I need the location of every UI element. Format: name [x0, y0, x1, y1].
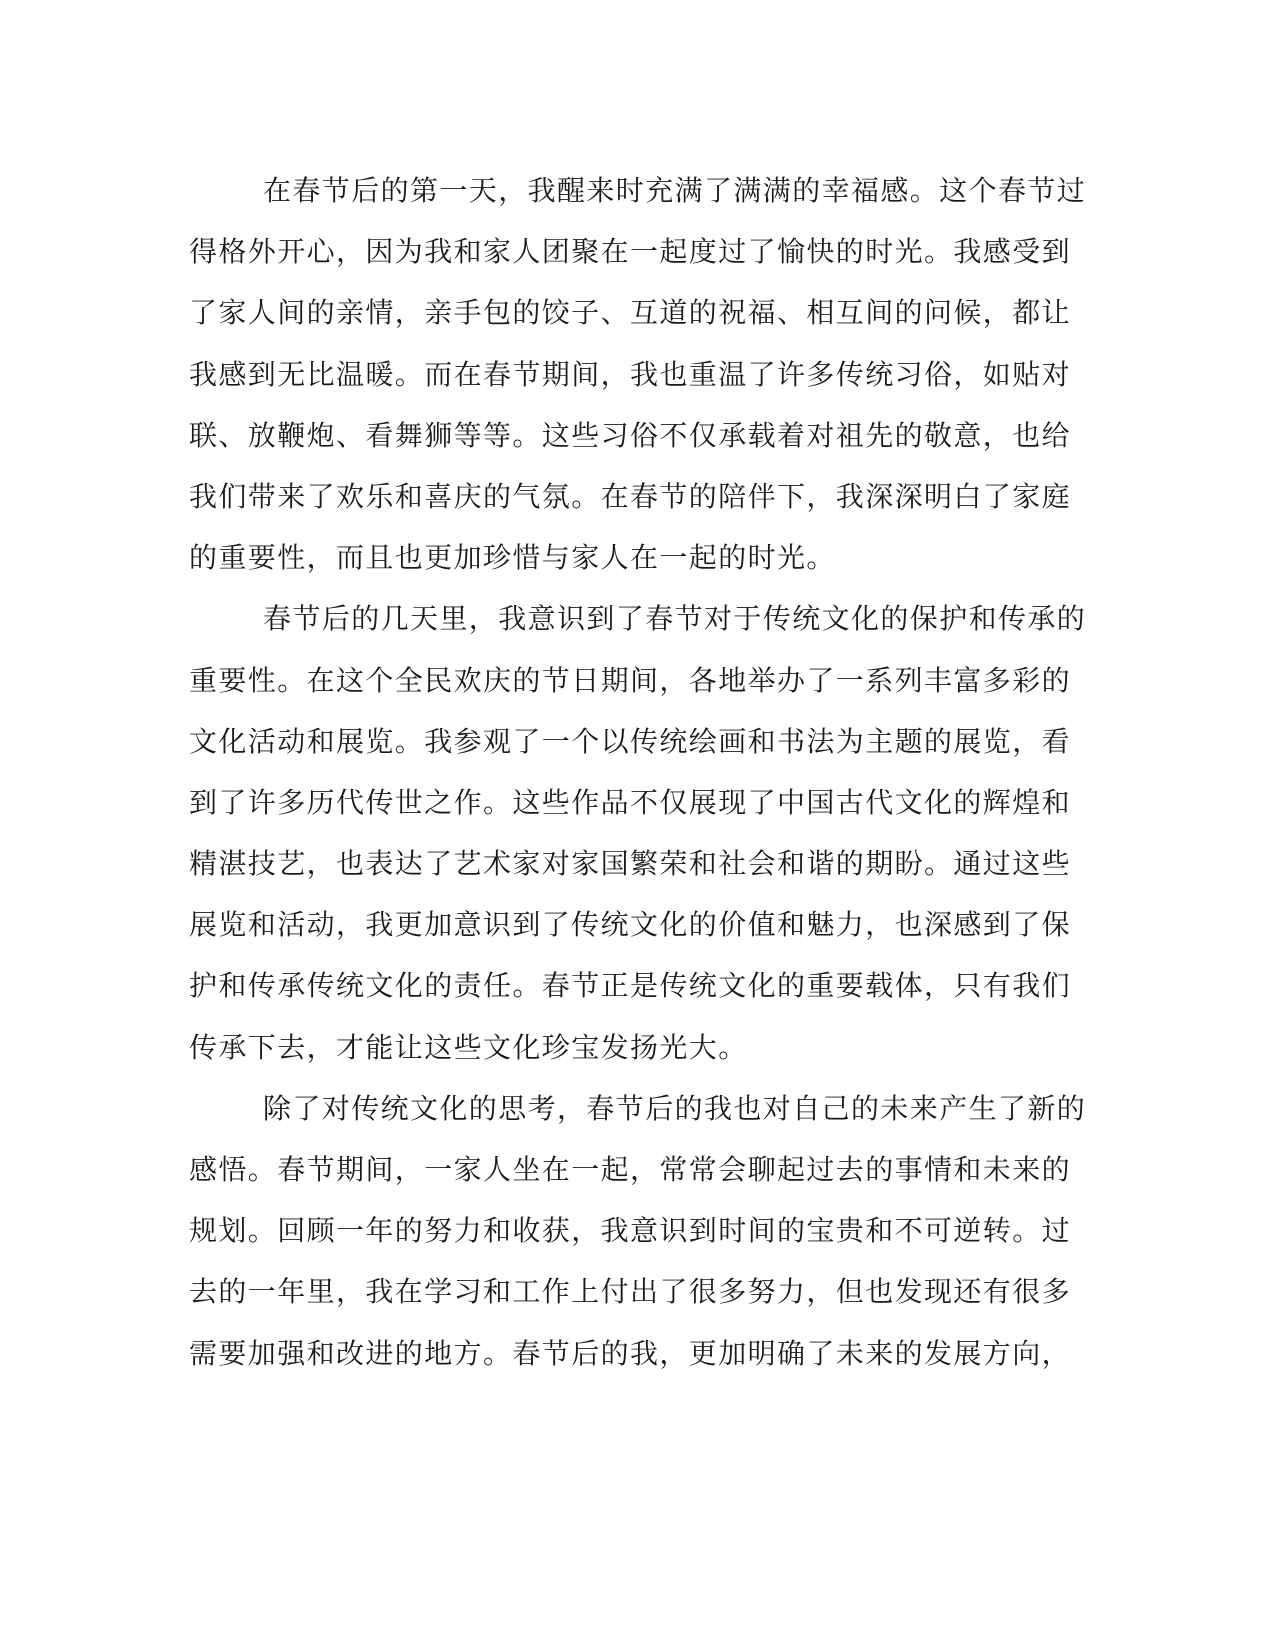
paragraph-1-line-1: 在春节后的第一天，我醒来时充满了满满的幸福感。这个春节过 — [263, 174, 1087, 207]
paragraph-1-line-4: 我感到无比温暖。而在春节期间，我也重温了许多传统习俗，如贴对 — [189, 357, 1072, 391]
paragraph-2-line-8: 传承下去，才能让这些文化珍宝发扬光大。 — [189, 1030, 748, 1064]
paragraph-2-line-3: 文化活动和展览。我参观了一个以传统绘画和书法为主题的展览，看 — [189, 724, 1072, 758]
paragraph-3-line-2: 感悟。春节期间，一家人坐在一起，常常会聊起过去的事情和未来的 — [189, 1153, 1072, 1186]
paragraph-2-line-7: 护和传承传统文化的责任。春节正是传统文化的重要载体，只有我们 — [189, 969, 1072, 1003]
paragraph-1-line-6: 我们带来了欢乐和喜庆的气氛。在春节的陪伴下，我深深明白了家庭 — [189, 479, 1072, 513]
paragraph-1-line-2: 得格外开心，因为我和家人团聚在一起度过了愉快的时光。我感受到 — [189, 235, 1072, 269]
paragraph-3-line-1: 除了对传统文化的思考，春节后的我也对自己的未来产生了新的 — [263, 1091, 1087, 1125]
paragraph-2-line-6: 展览和活动，我更加意识到了传统文化的价值和魅力，也深感到了保 — [189, 908, 1072, 942]
body-text — [189, 160, 1099, 1384]
paragraph-3-line-5: 需要加强和改进的地方。春节后的我，更加明确了未来的发展方向， — [189, 1336, 1072, 1370]
paragraph-2-line-1: 春节后的几天里，我意识到了春节对于传统文化的保护和传承的 — [263, 602, 1087, 636]
paragraph-1-line-7: 的重要性，而且也更加珍惜与家人在一起的时光。 — [189, 541, 836, 575]
paragraph-1-line-3: 了家人间的亲情，亲手包的饺子、互道的祝福、相互间的问候，都让 — [189, 296, 1072, 330]
paragraph-3-line-4: 去的一年里，我在学习和工作上付出了很多努力，但也发现还有很多 — [189, 1275, 1072, 1309]
paragraph-1-line-5: 联、放鞭炮、看舞狮等等。这些习俗不仅承载着对祖先的敬意，也给 — [189, 418, 1072, 452]
paragraph-2-line-2: 重要性。在这个全民欢庆的节日期间，各地举办了一系列丰富多彩的 — [189, 663, 1072, 697]
paragraph-2-line-4: 到了许多历代传世之作。这些作品不仅展现了中国古代文化的辉煌和 — [189, 785, 1072, 819]
paragraph-2-line-5: 精湛技艺，也表达了艺术家对家国繁荣和社会和谐的期盼。通过这些 — [189, 847, 1072, 881]
paragraph-3-line-3: 规划。回顾一年的努力和收获，我意识到时间的宝贵和不可逆转。过 — [189, 1214, 1072, 1248]
